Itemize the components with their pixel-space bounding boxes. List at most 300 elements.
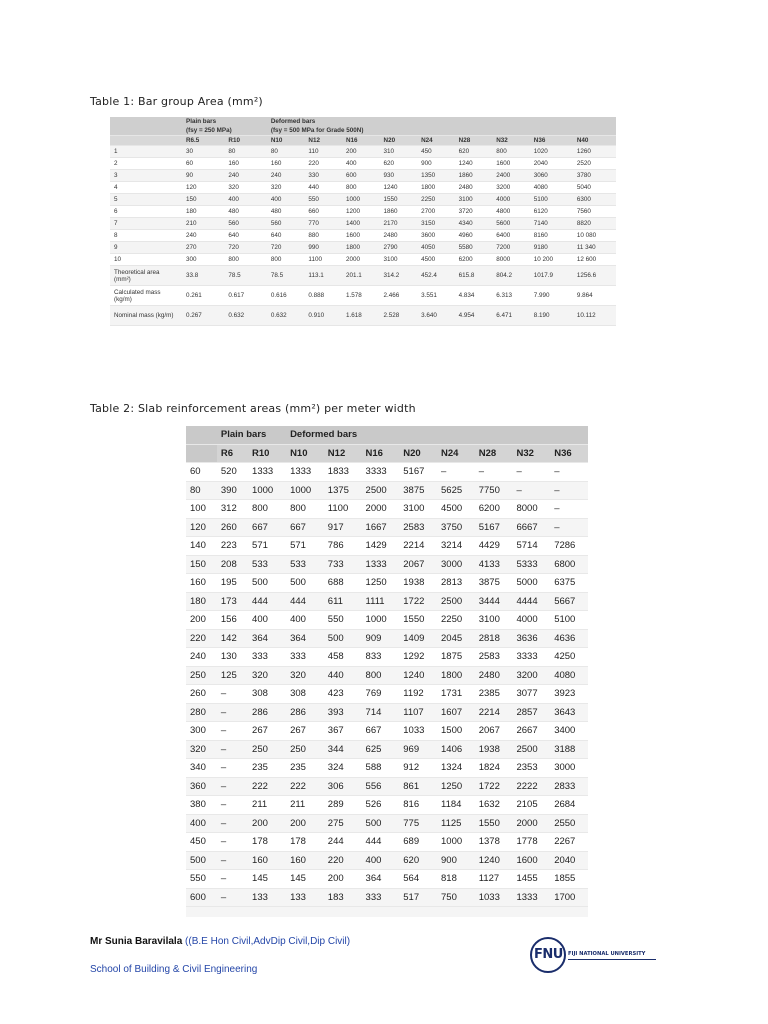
row-label: 140 [186,537,217,556]
table-cell: 2353 [512,759,550,778]
row-label: 500 [186,851,217,870]
table-cell: 4050 [417,242,455,254]
table-cell: 235 [286,759,324,778]
table-cell: 1375 [324,481,362,500]
table2-col-r6: R6 [217,444,248,463]
table-cell: 640 [267,230,305,242]
table-row [186,666,588,685]
table-cell: 200 [286,814,324,833]
table-cell: 210 [182,218,224,230]
table-cell: 909 [362,629,400,648]
table-cell: 4960 [455,230,493,242]
table-cell: 1017.9 [530,266,573,286]
table-row [110,206,616,218]
table-cell: 1378 [475,833,513,852]
table-cell: 2550 [550,814,588,833]
table-cell: 244 [324,833,362,852]
table-cell: 208 [217,555,248,574]
table-cell: – [217,888,248,907]
table-cell: 110 [304,146,342,158]
table-cell: 240 [182,230,224,242]
table-cell: 330 [304,170,342,182]
table-cell: 2040 [530,158,573,170]
table-cell: 500 [324,629,362,648]
table-cell: 816 [399,796,437,815]
table-cell: 222 [286,777,324,796]
table-cell: 9.864 [573,286,616,306]
table-cell: 611 [324,592,362,611]
table-cell: 1000 [286,481,324,500]
table-cell: 11 340 [573,242,616,254]
table-cell: 615.8 [455,266,493,286]
table-cell: 2250 [417,194,455,206]
table-cell: 500 [248,574,286,593]
table-cell: 1000 [362,611,400,630]
table-cell: 2684 [550,796,588,815]
table-cell: 2520 [573,158,616,170]
table1-col-r10: R10 [224,136,266,146]
table-cell: 1800 [437,666,475,685]
table-cell: 3077 [512,685,550,704]
table-cell: – [217,814,248,833]
table-cell: 9180 [530,242,573,254]
table-cell: 60 [182,158,224,170]
table-cell: 786 [324,537,362,556]
table-cell: 306 [324,777,362,796]
table-cell: 145 [248,870,286,889]
table-cell: 1500 [437,722,475,741]
row-label: 180 [186,592,217,611]
table-cell: 4133 [475,555,513,574]
table-cell: 1875 [437,648,475,667]
table-cell: 800 [492,146,530,158]
table-cell: 1100 [324,500,362,519]
table-cell: 1550 [399,611,437,630]
table-cell: 775 [399,814,437,833]
table-row [186,703,588,722]
table-cell: 640 [224,230,266,242]
table-cell: 1100 [304,254,342,266]
table-cell: 220 [324,851,362,870]
table-cell: 320 [224,182,266,194]
table-cell: 393 [324,703,362,722]
table-row [186,574,588,593]
table-cell: 452.4 [417,266,455,286]
table-cell: 8000 [492,254,530,266]
table-cell: 7750 [475,481,513,500]
table-cell: – [512,481,550,500]
table-cell: 308 [286,685,324,704]
table-cell: 423 [324,685,362,704]
table-cell: 1550 [380,194,418,206]
table-cell: 4250 [550,648,588,667]
row-label: 2 [110,158,182,170]
table1-col-n20: N20 [380,136,418,146]
table-cell: 1400 [342,218,380,230]
table-cell: – [217,777,248,796]
table-cell: 526 [362,796,400,815]
row-label: 7 [110,218,182,230]
table-cell: 0.632 [267,306,305,326]
table-cell: 1192 [399,685,437,704]
table-cell: 833 [362,648,400,667]
table-cell: 714 [362,703,400,722]
table-row [110,170,616,182]
table-cell: 4.954 [455,306,493,326]
table-cell: 2040 [550,851,588,870]
table-cell: 183 [324,888,362,907]
table2-plain-header: Plain bars [217,426,286,444]
table-cell: 344 [324,740,362,759]
table-cell: 3720 [455,206,493,218]
table-cell: 1125 [437,814,475,833]
row-label: 160 [186,574,217,593]
table-cell: – [437,463,475,482]
table-cell: 1938 [399,574,437,593]
table-cell: 0.261 [182,286,224,306]
table-cell: – [475,463,513,482]
table-cell: 1860 [455,170,493,182]
table-cell: 689 [399,833,437,852]
table-row [186,833,588,852]
table-cell: 550 [324,611,362,630]
row-label: 240 [186,648,217,667]
table-row [186,481,588,500]
table-cell: 4429 [475,537,513,556]
table-cell: 8.190 [530,306,573,326]
table-cell: 160 [267,158,305,170]
table-cell: 156 [217,611,248,630]
table-cell: 289 [324,796,362,815]
table-cell: 130 [217,648,248,667]
table-row [110,158,616,170]
table-cell: 1455 [512,870,550,889]
bar-group-area-table [110,117,616,326]
table-cell: 400 [342,158,380,170]
table1-plain-header [182,117,267,136]
table-cell: 3400 [550,722,588,741]
row-label: 80 [186,481,217,500]
table-cell: 588 [362,759,400,778]
table-cell: 1406 [437,740,475,759]
table2-col-r10: R10 [248,444,286,463]
table-cell: 1833 [324,463,362,482]
table-cell: – [550,463,588,482]
row-label: 450 [186,833,217,852]
table-cell: 6200 [455,254,493,266]
table-cell: 1107 [399,703,437,722]
table-cell: 3100 [455,194,493,206]
table-cell: 3200 [512,666,550,685]
table-cell: 2583 [399,518,437,537]
table-cell: 533 [286,555,324,574]
table-cell: 720 [224,242,266,254]
table-cell: 160 [286,851,324,870]
table1-deformed-header [267,117,616,136]
deformed-bars-label: Deformed bars [270,118,316,125]
table-cell: 500 [286,574,324,593]
table-cell: – [217,685,248,704]
table-cell: 5600 [492,218,530,230]
table-cell: 520 [217,463,248,482]
table-cell: 444 [362,833,400,852]
table-cell: 517 [399,888,437,907]
table-row [110,182,616,194]
row-label: 8 [110,230,182,242]
table1-col-n16: N16 [342,136,380,146]
table-cell: 969 [399,740,437,759]
table-cell: 1184 [437,796,475,815]
table-cell: 145 [286,870,324,889]
table-cell: 1409 [399,629,437,648]
table-cell: 4800 [492,206,530,218]
table-cell: 667 [248,518,286,537]
table2-bottom-cell [186,907,588,918]
table-cell: 1260 [573,146,616,158]
table-cell: 142 [217,629,248,648]
table-cell: 1240 [475,851,513,870]
table-cell: 7140 [530,218,573,230]
table-cell: 222 [248,777,286,796]
table-cell: 440 [304,182,342,194]
table-cell: 10 200 [530,254,573,266]
table-cell: 6667 [512,518,550,537]
table-cell: 5100 [550,611,588,630]
table-cell: 3600 [417,230,455,242]
table-cell: 8000 [512,500,550,519]
table-cell: 2170 [380,218,418,230]
table-cell: 804.2 [492,266,530,286]
table2-group-header [186,426,588,444]
table-cell: 1860 [380,206,418,218]
table-cell: 113.1 [304,266,342,286]
table-cell: 2000 [342,254,380,266]
table-row [186,648,588,667]
table-cell: 1800 [417,182,455,194]
table-cell: 2385 [475,685,513,704]
table-row [186,740,588,759]
table-cell: 1550 [475,814,513,833]
table-cell: 2857 [512,703,550,722]
table-cell: 200 [342,146,380,158]
table1-caption: Table 1: Bar group Area (mm²) [90,95,263,108]
table-cell: 1632 [475,796,513,815]
table-cell: 3060 [530,170,573,182]
table-cell: – [217,796,248,815]
table-cell: – [512,463,550,482]
table1-col-n40: N40 [573,136,616,146]
table2-column-header [186,444,588,463]
table-cell: 1800 [342,242,380,254]
table2-corner [186,426,217,444]
row-label: 10 [110,254,182,266]
table-cell: 2790 [380,242,418,254]
table-cell: 1824 [475,759,513,778]
row-label: Calculated mass (kg/m) [110,286,182,306]
table-cell: 310 [380,146,418,158]
row-label: 120 [186,518,217,537]
table-cell: 211 [286,796,324,815]
row-label: 340 [186,759,217,778]
table-cell: 4500 [437,500,475,519]
table-cell: – [217,851,248,870]
table-cell: 2500 [512,740,550,759]
deformed-bars-strength: (fsy = 500 MPa for Grade 500N) [270,127,364,134]
table1-col-n36: N36 [530,136,573,146]
table-cell: 1429 [362,537,400,556]
row-label: 600 [186,888,217,907]
table-cell: 533 [248,555,286,574]
table-cell: 560 [267,218,305,230]
table-cell: – [550,481,588,500]
table2-caption: Table 2: Slab reinforcement areas (mm²) per meter width [90,402,416,415]
table1-col-n10: N10 [267,136,305,146]
table-cell: 3214 [437,537,475,556]
table-cell: 1333 [248,463,286,482]
table-cell: 660 [304,206,342,218]
table2-col-n20: N20 [399,444,437,463]
table-cell: 1333 [362,555,400,574]
table-cell: 6120 [530,206,573,218]
row-label: Nominal mass (kg/m) [110,306,182,326]
table-cell: 320 [248,666,286,685]
table-cell: 1731 [437,685,475,704]
table2-col-blank [186,444,217,463]
table-cell: 0.888 [304,286,342,306]
table-cell: 178 [248,833,286,852]
table-cell: 3100 [380,254,418,266]
table-cell: 2583 [475,648,513,667]
row-label: 3 [110,170,182,182]
table-cell: 400 [224,194,266,206]
table-row [110,242,616,254]
table-cell: 195 [217,574,248,593]
table-row [186,518,588,537]
table2-col-n24: N24 [437,444,475,463]
table-cell: 444 [286,592,324,611]
row-label: 360 [186,777,217,796]
table-cell: 2500 [362,481,400,500]
table-cell: 333 [248,648,286,667]
table-cell: 3000 [550,759,588,778]
table-cell: 4444 [512,592,550,611]
table-cell: 7560 [573,206,616,218]
table-cell: 400 [362,851,400,870]
table-cell: 1938 [475,740,513,759]
table-cell: 133 [286,888,324,907]
table-cell: 201.1 [342,266,380,286]
table-cell: 2480 [455,182,493,194]
table-cell: 1200 [342,206,380,218]
table-cell: 600 [342,170,380,182]
row-label: 380 [186,796,217,815]
table-cell: 314.2 [380,266,418,286]
row-label: 5 [110,194,182,206]
table-cell: 7286 [550,537,588,556]
table-cell: 3444 [475,592,513,611]
row-label: 9 [110,242,182,254]
table-cell: 1000 [437,833,475,852]
table-cell: 250 [286,740,324,759]
table-cell: 2214 [475,703,513,722]
table-cell: 912 [399,759,437,778]
table-cell: 1127 [475,870,513,889]
table-row [186,685,588,704]
table-cell: 6375 [550,574,588,593]
row-label: 200 [186,611,217,630]
table-cell: 324 [324,759,362,778]
table-cell: 900 [417,158,455,170]
table-cell: 800 [286,500,324,519]
table-cell: 0.616 [267,286,305,306]
table-cell: 2400 [492,170,530,182]
table-cell: 3200 [492,182,530,194]
table-cell: 223 [217,537,248,556]
table-cell: 5625 [437,481,475,500]
author-name: Mr Sunia Baravilala [90,936,183,947]
table-row [186,722,588,741]
table-cell: 3780 [573,170,616,182]
table-cell: 286 [286,703,324,722]
table-cell: 3923 [550,685,588,704]
row-label: 4 [110,182,182,194]
table-cell: 1700 [550,888,588,907]
table-cell: – [217,703,248,722]
table1-col-n32: N32 [492,136,530,146]
table-cell: 308 [248,685,286,704]
table-cell: 200 [248,814,286,833]
table-cell: 33.8 [182,266,224,286]
table-cell: – [217,740,248,759]
table-cell: 1.578 [342,286,380,306]
table-cell: 620 [399,851,437,870]
table-cell: 180 [182,206,224,218]
table-cell: 3100 [399,500,437,519]
table-cell: 80 [267,146,305,158]
table-row [186,796,588,815]
table-row [110,286,616,306]
table-cell: 200 [324,870,362,889]
table1-group-header [110,117,616,136]
table-cell: 364 [248,629,286,648]
table-cell: 12 600 [573,254,616,266]
table-cell: 78.5 [224,266,266,286]
table-cell: 364 [362,870,400,889]
row-label: 100 [186,500,217,519]
table-cell: 320 [267,182,305,194]
table-cell: 2250 [437,611,475,630]
table-cell: 8820 [573,218,616,230]
slab-reinforcement-table [186,426,588,917]
table-row [186,611,588,630]
table-cell: 750 [437,888,475,907]
table1-column-header [110,136,616,146]
table-cell: 861 [399,777,437,796]
table-cell: 1250 [362,574,400,593]
author-credentials: ((B.E Hon Civil,AdvDip Civil,Dip Civil) [185,936,351,947]
table-cell: 3.640 [417,306,455,326]
table-cell: 2067 [399,555,437,574]
row-label: 400 [186,814,217,833]
table-cell: 90 [182,170,224,182]
table-row [110,230,616,242]
table-cell: 733 [324,555,362,574]
table-cell: 3333 [362,463,400,482]
fnu-logo [530,937,658,975]
logo-divider [568,959,656,960]
table-cell: 178 [286,833,324,852]
plain-bars-strength: (fsy = 250 MPa) [186,127,232,134]
